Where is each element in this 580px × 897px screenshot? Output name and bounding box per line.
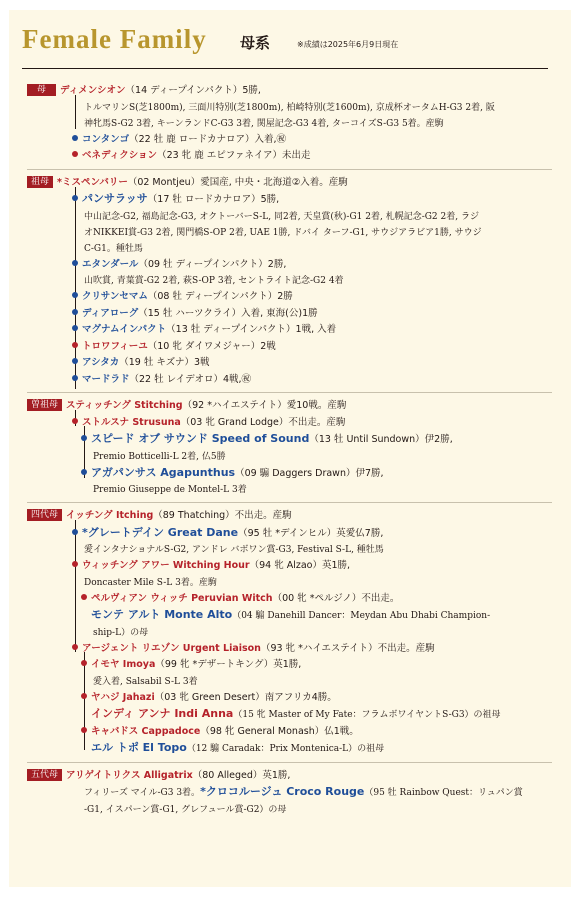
offspring-name: キャバドス Cappadoce [91, 725, 201, 737]
offspring-name: マードラド [82, 373, 130, 385]
offspring-info: （95 牡 *デインヒル）英愛仏7勝, [238, 527, 384, 539]
offspring-name: ディアローグ [82, 307, 139, 319]
detail-line: ship-L）の母 [93, 627, 149, 638]
offspring-row [27, 558, 552, 575]
offspring-info: （10 牝 ダイワメジャー）2戦 [147, 340, 276, 352]
section-great-granddam [27, 398, 552, 503]
offspring-name: インディ アンナ Indi Anna [91, 707, 234, 720]
offspring-info: （03 牝 Grand Lodge）不出走。産駒 [180, 416, 346, 428]
male-dot-icon [81, 435, 87, 441]
detail-line [27, 784, 552, 802]
offspring-info: （00 牝 *ペルジノ）不出走。 [272, 592, 400, 604]
male-dot-icon [72, 292, 78, 298]
offspring-name: アシタカ [82, 357, 120, 368]
male-dot-icon [72, 375, 78, 381]
detail-line: 神牝馬S-G2 3着, キーンランドC-G3 3着, 関屋記念-G3 4着, ターコイズS-G3 5着。産駒 [84, 118, 444, 129]
generation-badge: 祖母 [27, 176, 53, 188]
detail-line: トルマリンS(芝1800m), 三面川特別(芝1800m), 柏崎特別(芝1600m), 京成杯オータムH-G3 2着, 阪 [84, 102, 495, 113]
detail-line: -G1, イスパーン賞-G1, グレフュール賞-G2）の母 [84, 804, 287, 815]
offspring-info: （15 牝 Master of My Fate：フラムボワイヤントS-G3）の祖母 [233, 710, 501, 720]
female-dot-icon [81, 660, 87, 666]
offspring-row [27, 257, 552, 274]
offspring-info: （17 牡 ロードカナロア）5勝, [147, 194, 280, 205]
detail-line: 中山記念-G2, 福島記念-G3, オクトーバーS-L, 同2着, 天皇賞(秋)-G1 2着, 札幌記念-G2 2着, ラジ [84, 211, 479, 222]
offspring-row [27, 132, 552, 149]
female-dot-icon [72, 151, 78, 157]
dam-row [27, 508, 552, 525]
offspring-name: コンタンゴ [82, 133, 130, 145]
offspring-name: ベネディクション [82, 150, 158, 161]
section-granddam [27, 175, 552, 394]
male-dot-icon [72, 358, 78, 364]
offspring-name: マグナムインパクト [82, 324, 167, 335]
dam-row [27, 768, 552, 785]
offspring-row [27, 148, 552, 165]
offspring-row [27, 306, 552, 323]
date-note: ※成績は2025年6月9日現在 [297, 40, 399, 49]
section-fourth-dam [27, 508, 552, 763]
offspring-row [27, 322, 552, 339]
section-fifth-dam [27, 768, 552, 822]
dam-row [27, 175, 552, 192]
offspring-name: ウィッチング アワー Witching Hour [82, 560, 250, 571]
offspring-info: （22 牡 レイデオロ）4戦,㊗ [129, 373, 252, 385]
offspring-row [27, 339, 552, 356]
dam-info: （02 Montjeu）愛国産, 中央・北海道②入着。産駒 [127, 176, 348, 188]
grand-offspring-row [27, 591, 552, 608]
offspring-name: ペルヴィアン ウィッチ Peruvian Witch [91, 592, 273, 604]
female-dot-icon [72, 418, 78, 424]
female-dot-icon [72, 561, 78, 567]
offspring-info: （99 牝 *デザートキング）英1勝, [155, 659, 302, 670]
offspring-name: アージェント リエゾン Urgent Liaison [82, 642, 261, 654]
great-grand-offspring-row [27, 607, 552, 625]
dam-name: スティッチング Stitching [66, 400, 183, 411]
detail-line: 山吹賞, 青葉賞-G2 2着, 萩S-OP 3着, セントライト記念-G2 4着 [84, 276, 344, 286]
offspring-name: イモヤ Imoya [91, 659, 156, 670]
male-dot-icon [72, 135, 78, 141]
offspring-name: エル トポ El Topo [91, 741, 187, 754]
detail-text: （95 牡 Rainbow Quest：リュパン賞 [364, 788, 523, 798]
detail-line: Premio Giuseppe de Montel-L 3着 [93, 485, 247, 495]
dam-info: （80 Alleged）英1勝, [192, 769, 291, 781]
offspring-info: （22 牡 鹿 ロードカナロア）入着,㊗ [129, 133, 287, 145]
grand-offspring-row [27, 724, 552, 741]
grand-offspring-row [27, 431, 552, 449]
generation-badge: 五代母 [27, 769, 62, 781]
dam-row [27, 398, 552, 415]
male-dot-icon [72, 529, 78, 535]
offspring-name: パンサラッサ [82, 192, 148, 205]
male-dot-icon [81, 469, 87, 475]
male-dot-icon [72, 309, 78, 315]
offspring-info: （19 牡 キズナ）3戦 [119, 357, 210, 368]
offspring-info: （13 牡 ディープインパクト）1戦, 入着 [166, 324, 337, 335]
pedigree-content [27, 83, 552, 827]
offspring-name: アガパンサス Agapunthus [91, 465, 236, 479]
offspring-info: （08 牡 ディープインパクト）2勝 [147, 291, 293, 302]
generation-badge: 母 [27, 84, 56, 96]
great-grand-offspring-row [27, 706, 552, 724]
detail-text: フィリーズ マイル-G3 3着。 [84, 788, 201, 798]
offspring-info: （09 牡 ディープインパクト）2勝, [138, 258, 287, 270]
offspring-info: （94 牝 Alzao）英1勝, [249, 560, 351, 571]
dam-info: （92 *ハイエステイト）愛10戦。産駒 [182, 400, 347, 411]
offspring-info: （98 牝 General Monash）仏1戦。 [200, 725, 359, 737]
detail-line: Doncaster Mile S-L 3着。産駒 [84, 577, 217, 588]
offspring-name: スピード オブ サウンド Speed of Sound [91, 432, 310, 445]
offspring-row [27, 289, 552, 306]
female-dot-icon [81, 727, 87, 733]
dam-info: （89 Thatching）不出走。産駒 [153, 510, 292, 521]
offspring-name: ヤハジ Jahazi [91, 691, 155, 703]
offspring-name: ストルスナ Strusuna [82, 416, 181, 428]
offspring-name: モンテ アルト Monte Alto [91, 608, 233, 621]
offspring-row [27, 372, 552, 389]
dam-name: イッチング Itching [66, 510, 154, 521]
generation-badge: 曽祖母 [27, 399, 62, 411]
offspring-name: エタンダール [82, 258, 139, 270]
grand-offspring-row [27, 465, 552, 483]
dam-name: ディメンシオン [60, 85, 126, 96]
grand-offspring-row [27, 657, 552, 674]
offspring-info: （04 騸 Danehill Dancer：Meydan Abu Dhabi Champion- [232, 611, 491, 621]
offspring-name: *クロコルージュ Croco Rouge [200, 785, 365, 798]
detail-line: Premio Botticelli-L 2着, 仏5勝 [93, 451, 226, 462]
detail-line: オNIKKEI賞-G3 2着, 関門橋S-OP 2着, UAE 1勝, ドバイ ターフ-G1, サウジアラビア1勝, サウジ [84, 227, 482, 238]
female-dot-icon [81, 594, 87, 600]
page-subtitle: 母系 [240, 34, 271, 52]
offspring-info: （13 牡 Until Sundown）伊2勝, [309, 434, 453, 445]
dam-name: アリゲイトリクス Alligatrix [66, 769, 193, 781]
detail-line: C-G1。種牡馬 [84, 243, 143, 254]
offspring-name: *グレートデイン Great Dane [82, 525, 239, 539]
offspring-info: （09 騸 Daggers Drawn）伊7勝, [235, 467, 384, 479]
female-dot-icon [72, 342, 78, 348]
grand-offspring-row [27, 690, 552, 707]
generation-badge: 四代母 [27, 509, 62, 521]
dam-info: （14 ディープインパクト）5勝, [125, 85, 261, 96]
offspring-row [27, 641, 552, 658]
dam-row [27, 83, 552, 100]
offspring-info: （15 牡 ハーツクライ）入着, 東海(公)1勝 [138, 307, 318, 319]
great-grand-offspring-row [27, 740, 552, 758]
male-dot-icon [72, 195, 78, 201]
offspring-name: クリサンセマム [82, 291, 148, 302]
detail-line: 愛インタナショナルS-G2, アンドレ バボワン賞-G3, Festival S-L, 種牡馬 [84, 545, 384, 555]
offspring-row [27, 191, 552, 209]
offspring-row [27, 415, 552, 432]
male-dot-icon [72, 325, 78, 331]
offspring-info: （23 牝 鹿 エピファネイア）未出走 [157, 150, 311, 161]
offspring-info: （03 牝 Green Desert）南アフリカ4勝。 [154, 691, 337, 703]
offspring-info: （12 騸 Caradak：Prix Montenica-L）の祖母 [186, 744, 385, 754]
female-dot-icon [81, 693, 87, 699]
page-title: Female Family [22, 24, 207, 54]
header-divider [22, 68, 548, 69]
offspring-row [27, 525, 552, 543]
offspring-row [27, 355, 552, 372]
female-dot-icon [72, 644, 78, 650]
offspring-info: （93 牝 *ハイエステイト）不出走。産駒 [260, 642, 435, 654]
dam-name: *ミスペンバリー [57, 176, 128, 188]
male-dot-icon [72, 260, 78, 266]
detail-line: 愛入着, Salsabil S-L 3着 [93, 676, 198, 687]
offspring-name: トロワフィーユ [82, 340, 148, 352]
section-dam [27, 83, 552, 170]
